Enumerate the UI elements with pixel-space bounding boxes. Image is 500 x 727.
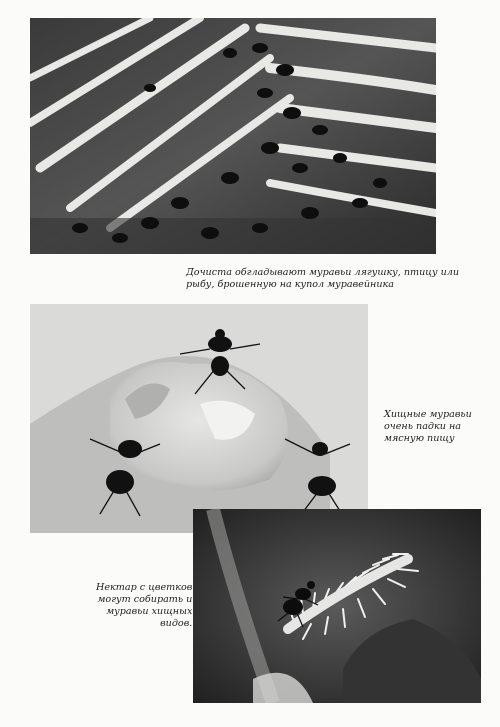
caption-line: муравьи хищных [106, 606, 193, 617]
caption-meat [384, 409, 472, 445]
photo-ant-on-flower [193, 509, 481, 703]
caption-line: Нектар с цветков [96, 582, 193, 593]
caption-line: видов. [160, 618, 193, 629]
caption-fish-bones [186, 267, 459, 291]
caption-line: мясную пищу [384, 433, 455, 444]
caption-line: Хищные муравьи [384, 409, 472, 420]
caption-line: могут собирать и [97, 594, 193, 605]
caption-flower [96, 582, 192, 630]
photo-ants-on-meat [30, 304, 368, 533]
photo-ants-on-fish-bones [30, 18, 436, 254]
caption-line: рыбу, брошенную на купол муравейника [186, 279, 394, 290]
caption-line: Дочиста обгладывают муравьи лягушку, птицу или [186, 267, 460, 278]
caption-line: очень падки на [384, 421, 461, 432]
